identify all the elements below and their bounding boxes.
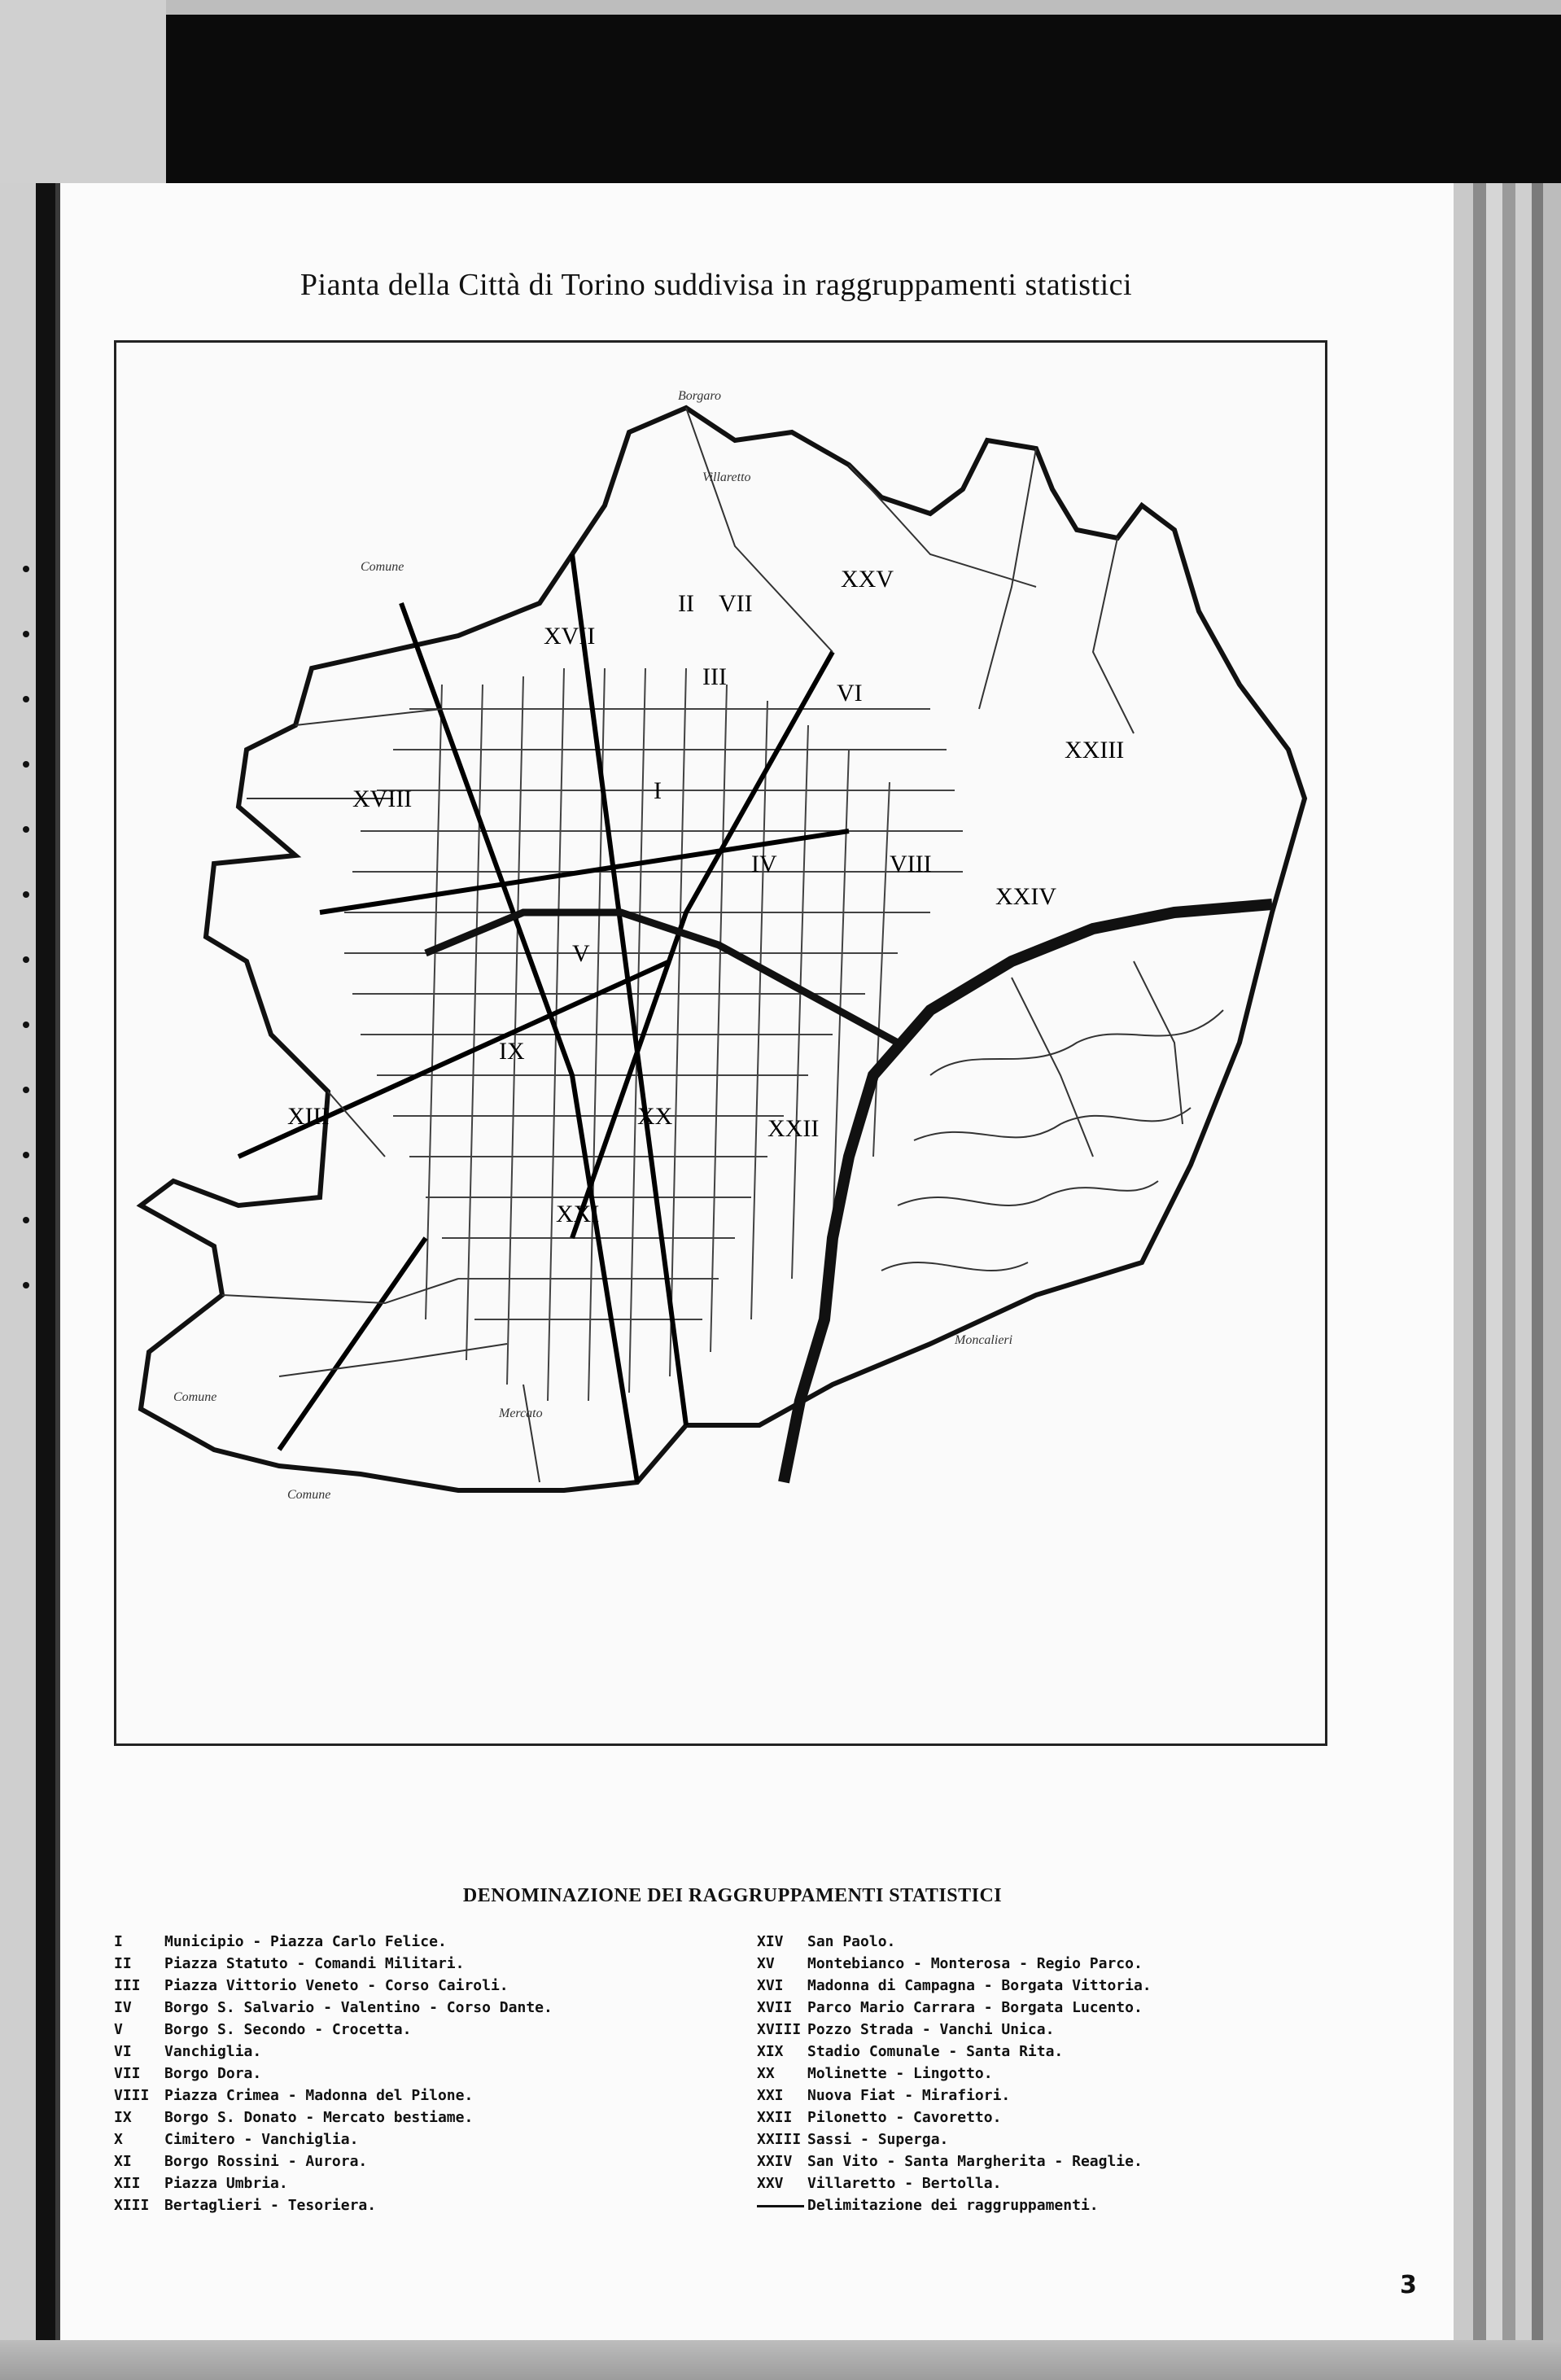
legend-name: Borgo S. Salvario - Valentino - Corso Dante. xyxy=(164,1999,553,2016)
legend-name: Borgo Dora. xyxy=(164,2065,262,2082)
legend-num: III xyxy=(114,1977,141,1994)
legend-item xyxy=(757,2041,1343,2063)
legend-name: Pozzo Strada - Vanchi Unica. xyxy=(807,2021,1055,2038)
legend-item xyxy=(757,2063,1343,2085)
city-map xyxy=(114,340,1327,1746)
map-label-iii: III xyxy=(702,663,727,690)
legend-name: Borgo S. Secondo - Crocetta. xyxy=(164,2021,412,2038)
scan-left-edge xyxy=(0,183,60,2380)
legend-item xyxy=(757,2019,1343,2041)
map-label-xx: XX xyxy=(637,1103,673,1130)
place-comune-3: Comune xyxy=(287,1488,331,1502)
legend-name: Piazza Crimea - Madonna del Pilone. xyxy=(164,2087,474,2104)
legend-item xyxy=(114,1931,749,1953)
map-label-xvii: XVII xyxy=(544,623,596,650)
map-label-iv: IV xyxy=(751,851,777,877)
map-label-viii: VIII xyxy=(890,851,932,877)
legend-num: XXIII xyxy=(757,2131,802,2148)
place-villaretto: Villaretto xyxy=(702,470,751,484)
legend-name: Vanchiglia. xyxy=(164,2043,262,2060)
page-number: 3 xyxy=(1400,2271,1417,2299)
legend-item xyxy=(757,2172,1343,2194)
legend-item xyxy=(114,2063,749,2085)
map-label-vi: VI xyxy=(837,680,863,707)
legend-num: XIX xyxy=(757,2043,784,2060)
legend-num: XXIV xyxy=(757,2153,793,2170)
legend-item xyxy=(114,2107,749,2128)
map-label-xxv: XXV xyxy=(841,566,894,593)
legend-item xyxy=(114,2041,749,2063)
legend-item xyxy=(114,1975,749,1997)
legend-name: San Paolo. xyxy=(807,1933,896,1950)
legend-name: Sassi - Superga. xyxy=(807,2131,949,2148)
map-label-xiii: XIII xyxy=(287,1103,330,1130)
river-po xyxy=(784,904,1272,1482)
legend-name: Delimitazione dei raggruppamenti. xyxy=(807,2197,1099,2214)
legend-name: Nuova Fiat - Mirafiori. xyxy=(807,2087,1011,2104)
legend-name: San Vito - Santa Margherita - Reaglie. xyxy=(807,2153,1143,2170)
legend-num: VII xyxy=(114,2065,141,2082)
legend-name: Parco Mario Carrara - Borgata Lucento. xyxy=(807,1999,1143,2016)
map-label-xxiii: XXIII xyxy=(1065,737,1125,763)
legend-num: VIII xyxy=(114,2087,150,2104)
legend-num: V xyxy=(114,2021,123,2038)
legend-num: II xyxy=(114,1955,132,1972)
scan-bottom-edge xyxy=(0,2340,1561,2380)
legend-num: XVIII xyxy=(757,2021,802,2038)
legend-name: Molinette - Lingotto. xyxy=(807,2065,993,2082)
place-comune-2: Comune xyxy=(173,1390,217,1404)
legend-item xyxy=(757,2128,1343,2150)
legend-num: VI xyxy=(114,2043,132,2060)
legend-name: Cimitero - Vanchiglia. xyxy=(164,2131,359,2148)
legend-name: Stadio Comunale - Santa Rita. xyxy=(807,2043,1064,2060)
legend-item xyxy=(114,2194,749,2216)
place-borgaro: Borgaro xyxy=(678,389,722,403)
legend-num: IX xyxy=(114,2109,132,2126)
map-label-i: I xyxy=(654,777,662,804)
legend-name: Montebianco - Monterosa - Regio Parco. xyxy=(807,1955,1143,1972)
legend-item xyxy=(114,2019,749,2041)
legend-num: XXV xyxy=(757,2175,784,2192)
legend-num: XIV xyxy=(757,1933,784,1950)
legend-item xyxy=(114,2172,749,2194)
legend-item xyxy=(757,1975,1343,1997)
legend-name: Borgo Rossini - Aurora. xyxy=(164,2153,368,2170)
legend-item xyxy=(114,2150,749,2172)
map-label-vii: VII xyxy=(719,590,753,617)
legend-item xyxy=(114,1953,749,1975)
legend-item xyxy=(114,1997,749,2019)
place-moncalieri: Moncalieri xyxy=(955,1333,1013,1347)
legend-item xyxy=(114,2085,749,2107)
legend-name: Villaretto - Bertolla. xyxy=(807,2175,1002,2192)
legend-name: Madonna di Campagna - Borgata Vittoria. xyxy=(807,1977,1152,1994)
legend-num: X xyxy=(114,2131,123,2148)
legend-name: Piazza Umbria. xyxy=(164,2175,288,2192)
legend-num: XVII xyxy=(757,1999,793,2016)
legend-item xyxy=(757,1931,1343,1953)
place-mercato: Mercato xyxy=(499,1407,543,1420)
map-label-ii: II xyxy=(678,590,694,617)
legend-item xyxy=(757,2150,1343,2172)
major-roads xyxy=(238,554,849,1482)
map-drawing xyxy=(116,343,1325,1743)
legend-num: XX xyxy=(757,2065,775,2082)
south-roads xyxy=(222,1092,540,1482)
legend-num: XII xyxy=(114,2175,141,2192)
legend-item xyxy=(114,2128,749,2150)
legend-item xyxy=(757,1997,1343,2019)
legend-num: XXI xyxy=(757,2087,784,2104)
legend-left-column xyxy=(114,1931,749,2216)
legend-name: Municipio - Piazza Carlo Felice. xyxy=(164,1933,447,1950)
legend-num: I xyxy=(114,1933,123,1950)
place-names xyxy=(173,389,1012,1502)
legend-right-column xyxy=(757,1931,1343,2216)
legend-item xyxy=(757,1953,1343,1975)
place-comune: Comune xyxy=(361,560,404,574)
legend-num: XVI xyxy=(757,1977,784,1994)
scan-right-edge xyxy=(1454,183,1561,2380)
legend-heading: DENOMINAZIONE DEI RAGGRUPPAMENTI STATISTICI xyxy=(462,1885,1003,1906)
legend-item xyxy=(757,2107,1343,2128)
legend-num: XXII xyxy=(757,2109,793,2126)
map-label-xxi: XXI xyxy=(556,1201,600,1227)
legend-name: Pilonetto - Cavoretto. xyxy=(807,2109,1002,2126)
legend-item-delimitation xyxy=(757,2194,1343,2216)
legend-name: Piazza Vittorio Veneto - Corso Cairoli. xyxy=(164,1977,509,1994)
delimitation-line-icon xyxy=(757,2194,807,2216)
legend-item xyxy=(757,2085,1343,2107)
binding-marks xyxy=(5,533,54,1347)
legend-num: XI xyxy=(114,2153,132,2170)
map-label-xxiv: XXIV xyxy=(995,883,1056,910)
legend-num: XIII xyxy=(114,2197,150,2214)
map-label-xxii: XXII xyxy=(767,1115,820,1142)
map-label-xviii: XVIII xyxy=(352,785,413,812)
map-label-ix: IX xyxy=(499,1038,525,1065)
legend-name: Borgo S. Donato - Mercato bestiame. xyxy=(164,2109,474,2126)
scan-margin-top-left xyxy=(0,0,166,183)
legend-name: Piazza Statuto - Comandi Militari. xyxy=(164,1955,465,1972)
page-title: Pianta della Città di Torino suddivisa in raggruppamenti statistici xyxy=(300,268,1133,302)
legend-num: IV xyxy=(114,1999,132,2016)
scan-black-band xyxy=(166,15,1561,207)
legend-name: Bertaglieri - Tesoriera. xyxy=(164,2197,377,2214)
legend-num: XV xyxy=(757,1955,775,1972)
map-label-v: V xyxy=(572,940,590,967)
